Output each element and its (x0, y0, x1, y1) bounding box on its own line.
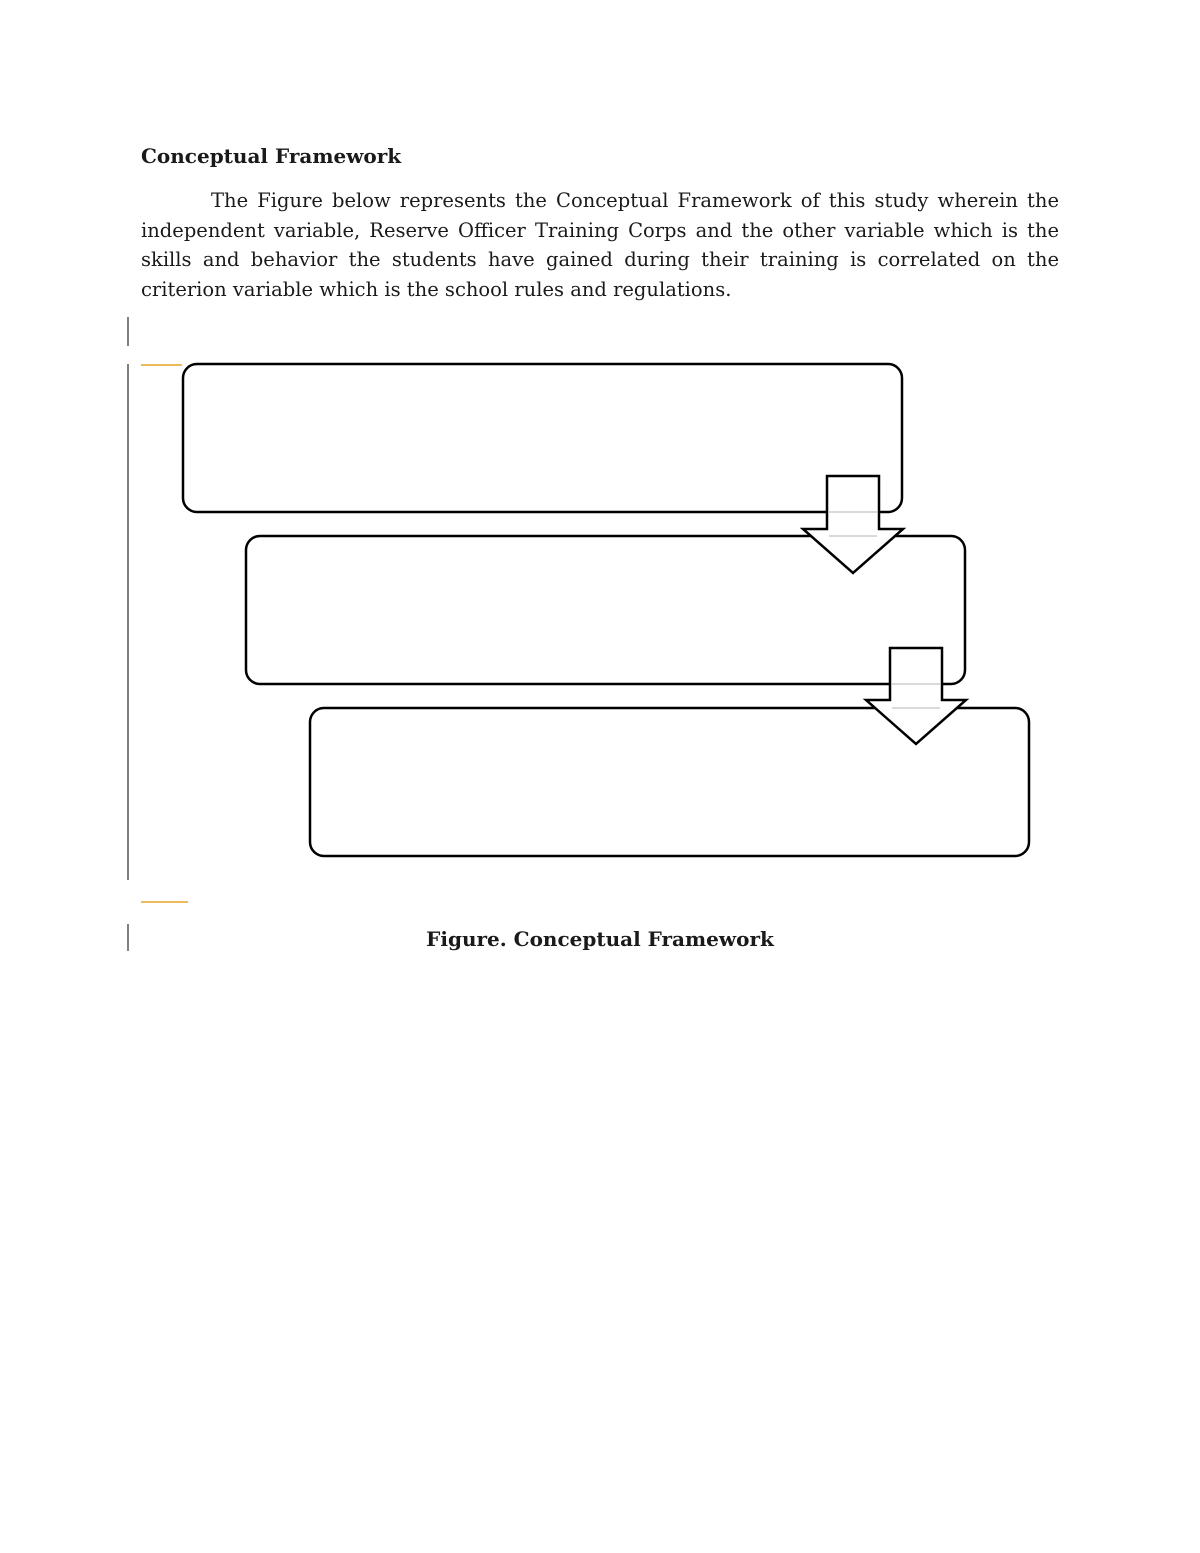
framework-box-1 (183, 364, 902, 512)
body-paragraph: The Figure below represents the Conceptual Framework of this study wherein the independent variable, Reserve Officer Training Corps and the other variable which is the skills and behavior the students have gained during their training is correlated on the criterion variable which is the school rules and regulations. (141, 189, 1059, 301)
section-heading: Conceptual Framework (141, 144, 402, 168)
figure-caption: Figure. Conceptual Framework (426, 927, 774, 951)
